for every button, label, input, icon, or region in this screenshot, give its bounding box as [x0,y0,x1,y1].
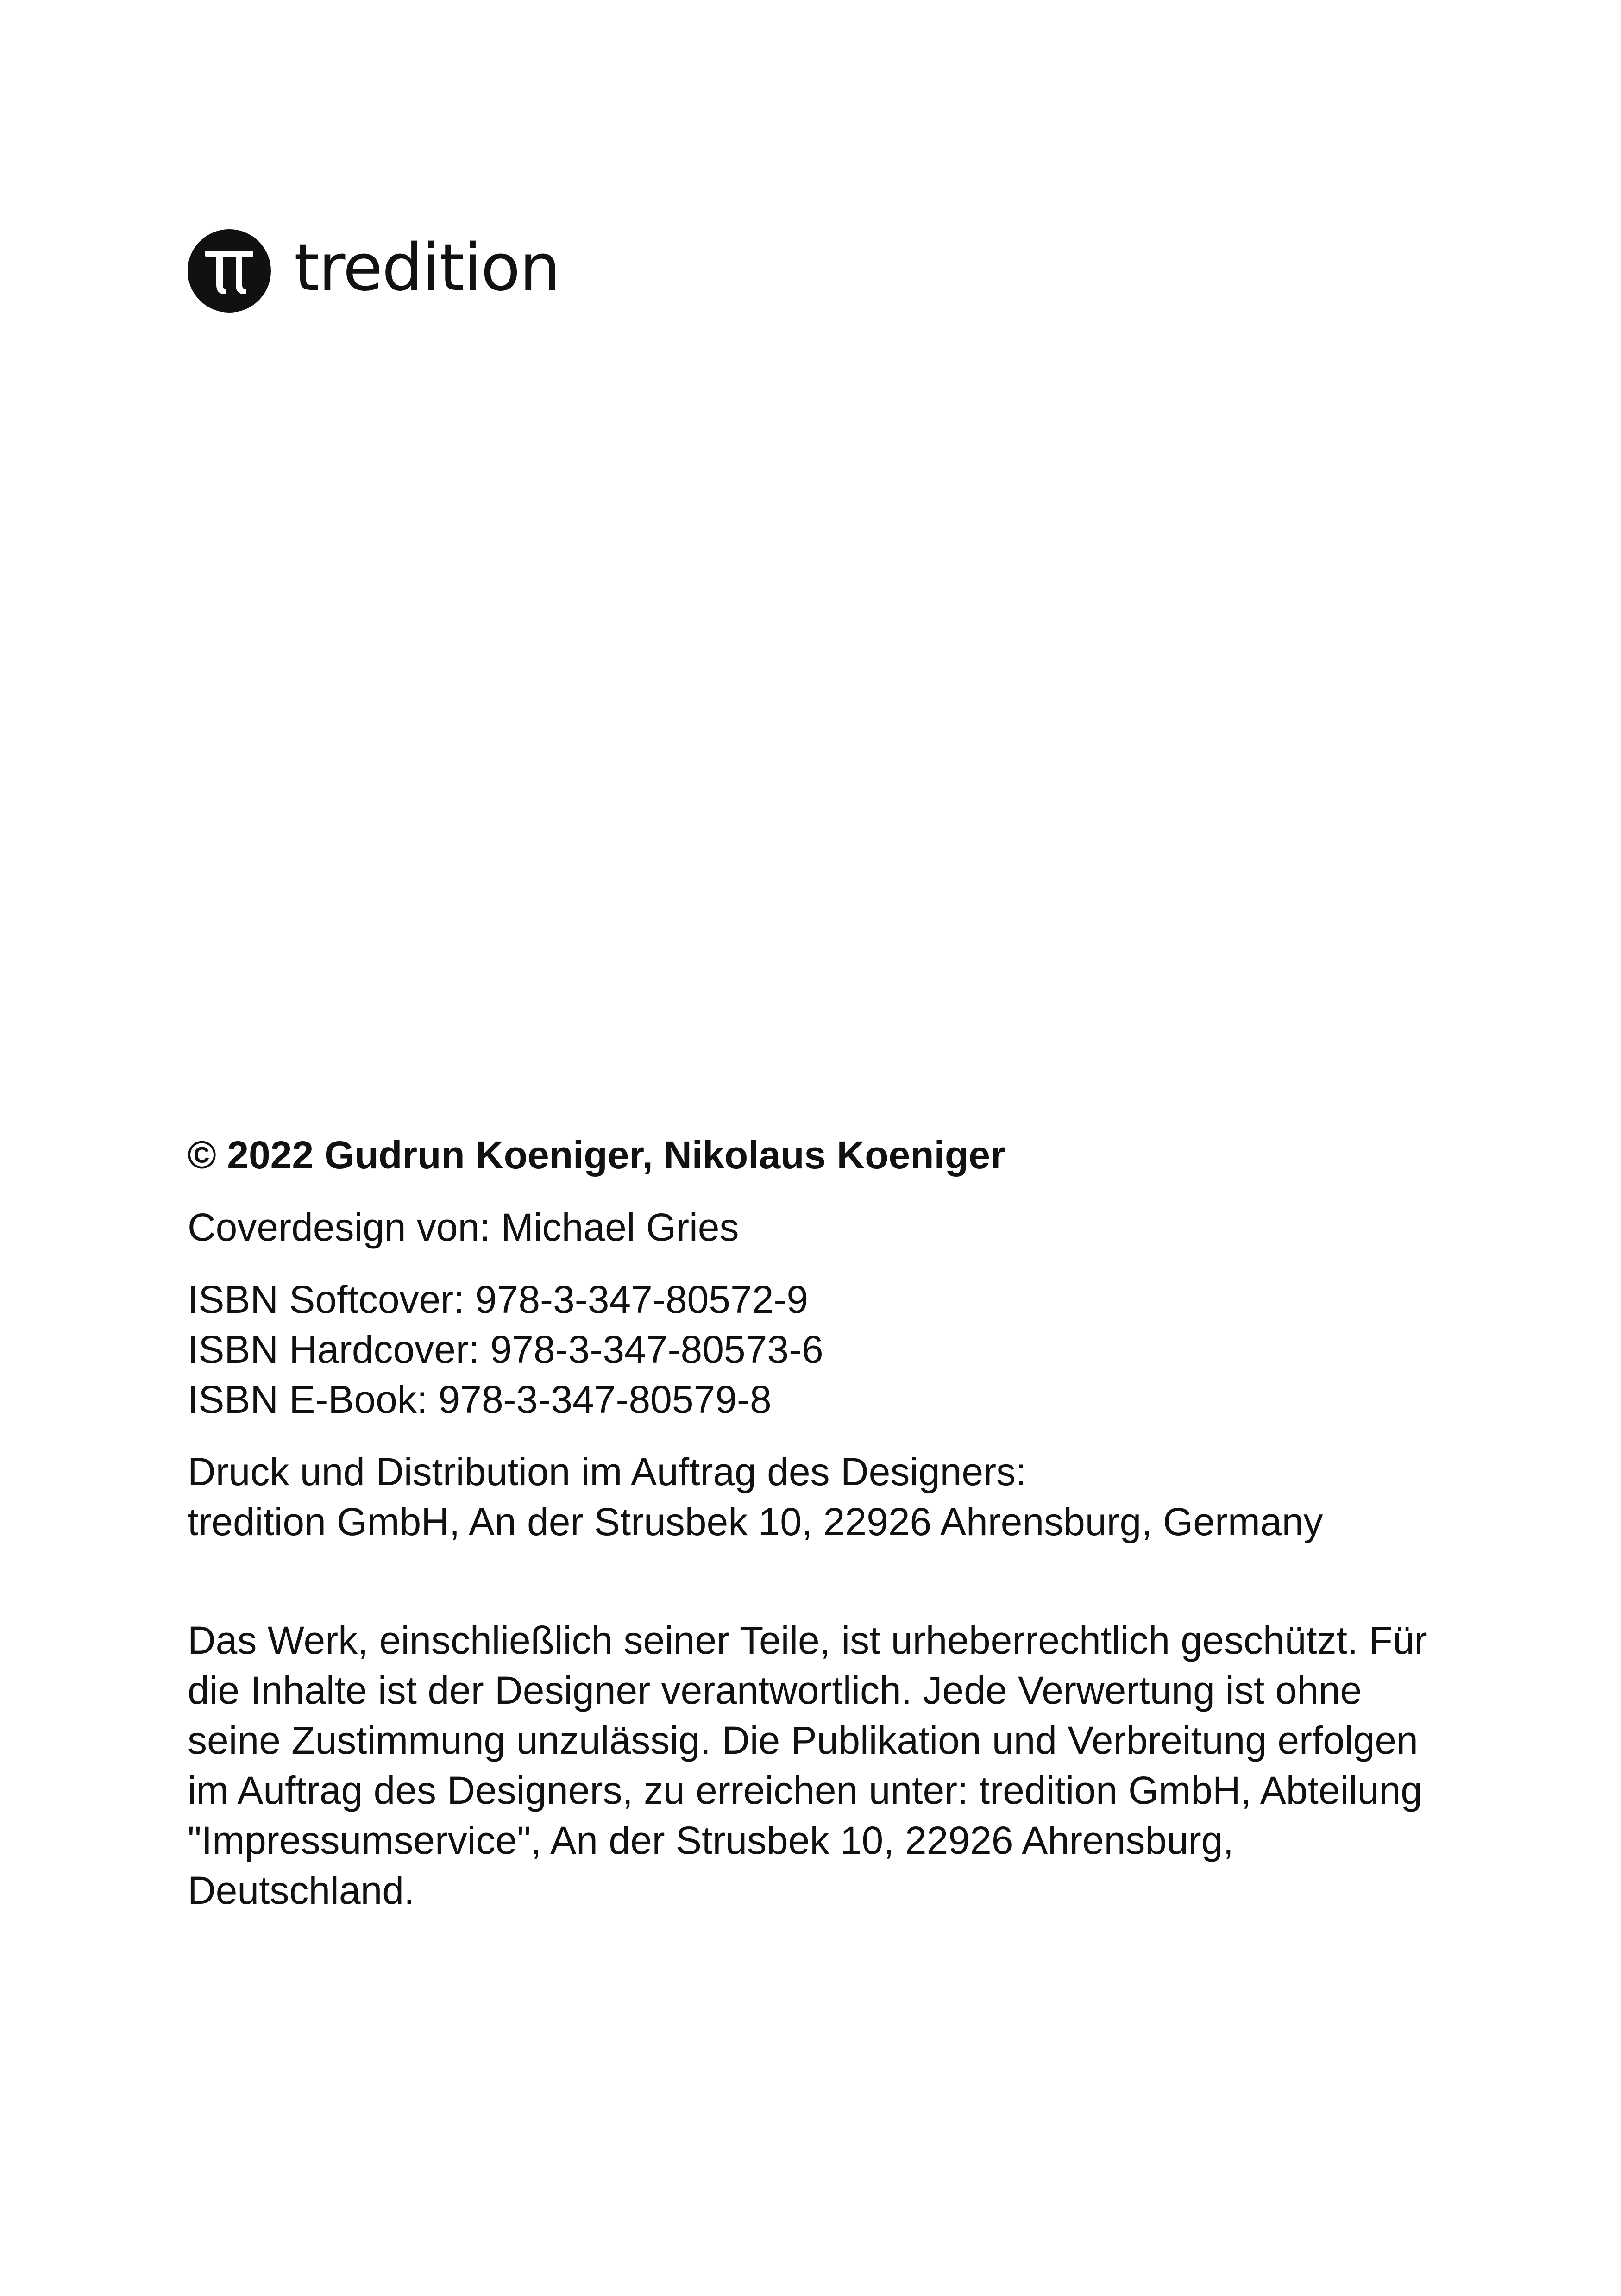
legal-line: Das Werk, einschließlich seiner Teile, ist urheberrechtlich geschützt. Für [188,1618,1427,1662]
publisher-logo [188,229,559,313]
isbn-softcover: ISBN Softcover: 978-3-347-80572-9 [188,1278,809,1321]
tredition-logo-icon [188,229,271,313]
isbn-hardcover: ISBN Hardcover: 978-3-347-80573-6 [188,1328,823,1371]
legal-line: die Inhalte ist der Designer verantwortlich. Jede Verwertung ist ohne [188,1669,1362,1712]
cover-design-credit: Coverdesign von: Michael Gries [188,1205,739,1249]
copyright-line: © 2022 Gudrun Koeniger, Nikolaus Koeniger [188,1133,1005,1177]
imprint-block [188,1130,1484,1915]
distribution-address: tredition GmbH, An der Strusbek 10, 22926 Ahrensburg, Germany [188,1500,1323,1543]
legal-notice [188,1615,1484,1915]
legal-line: im Auftrag des Designers, zu erreichen unter: tredition GmbH, Abteilung [188,1769,1423,1812]
logo-wordmark: tredition [294,230,560,306]
legal-line: Deutschland. [188,1869,415,1912]
distribution-heading: Druck und Distribution im Auftrag des Designers: [188,1450,1027,1493]
legal-line: seine Zustimmung unzulässig. Die Publikation und Verbreitung erfolgen [188,1719,1418,1762]
isbn-ebook: ISBN E-Book: 978-3-347-80579-8 [188,1378,772,1421]
legal-line: "Impressumservice", An der Strusbek 10, 22926 Ahrensburg, [188,1819,1234,1862]
